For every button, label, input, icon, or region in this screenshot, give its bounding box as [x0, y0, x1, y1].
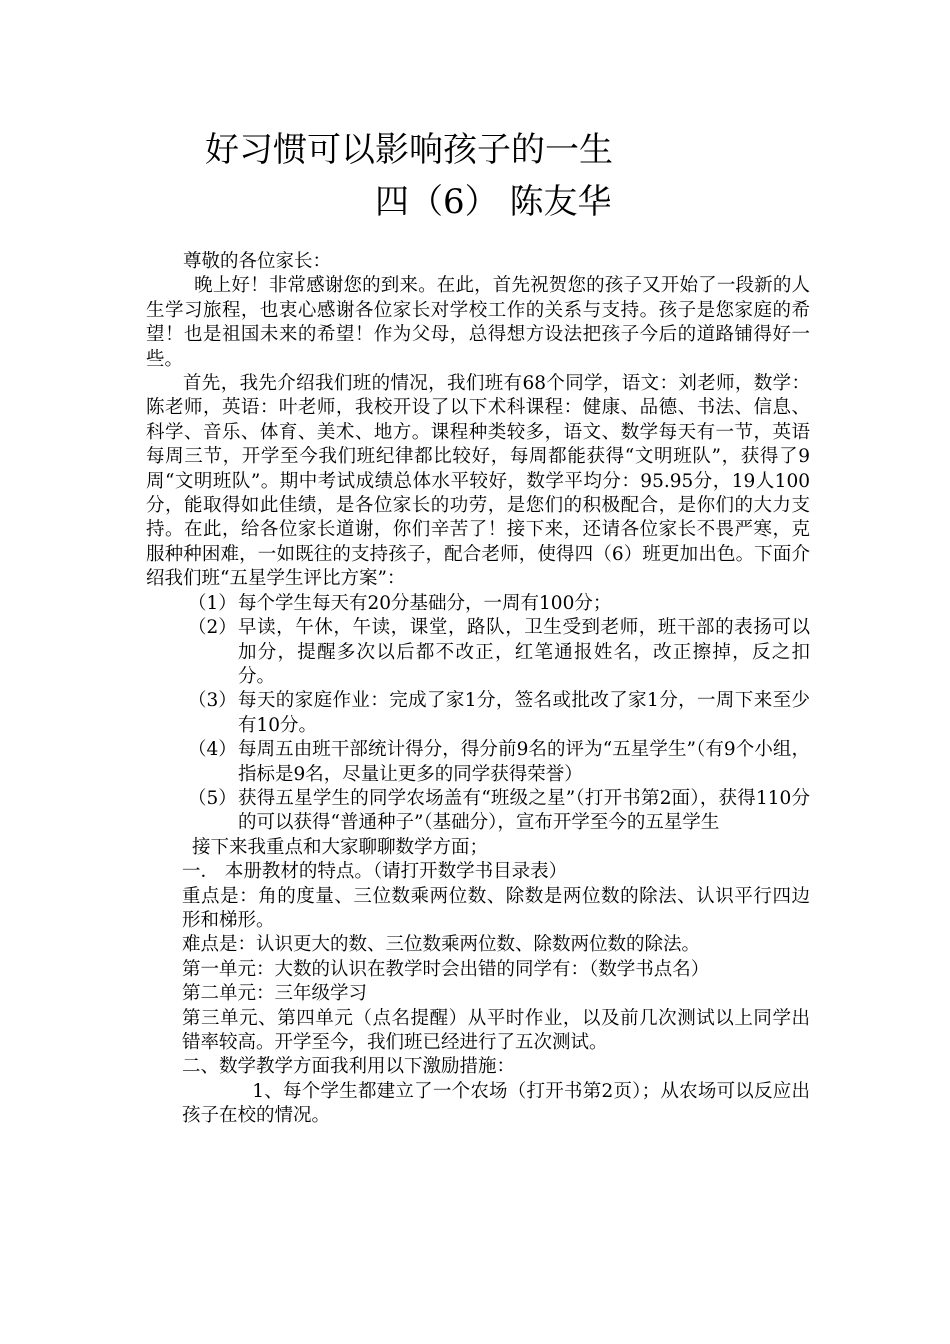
rule-number: （4）: [188, 739, 237, 761]
rule-number: （1）: [188, 592, 237, 614]
salutation: 尊敬的各位家长：: [183, 251, 332, 272]
rule-number: （5）: [188, 787, 237, 809]
section-heading-incentives: 二、数学教学方面我利用以下激励措施：: [182, 1056, 516, 1078]
unit-two-note: 第二单元：三年级学习: [182, 983, 368, 1005]
rule-text: 每天的家庭作业：完成了家1分，签名或批改了家1分，一周下来至少有10分。: [238, 690, 810, 736]
section-heading-textbook: 一． 本册教材的特点。（请打开数学书目录表）: [182, 861, 568, 883]
document-title: 好习惯可以影响孩子的一生: [205, 130, 613, 170]
five-star-rules-list: [146, 592, 810, 836]
math-intro: 接下来我重点和大家聊聊数学方面；: [192, 836, 489, 858]
rule-item: [146, 616, 810, 689]
rule-text: 每周五由班干部统计得分，得分前9名的评为“五星学生”（有9个小组，指标是9名，尽量让更多的同学获得荣誉）: [238, 739, 810, 785]
difficulties: 难点是：认识更大的数、三位数乘两位数、除数两位数的除法。: [182, 934, 701, 956]
document-subtitle: 四（6） 陈友华: [375, 182, 612, 222]
unit-one-note: 第一单元：大数的认识在教学时会出错的同学有：（数学书点名）: [182, 958, 710, 980]
paragraph-class-intro: 首先，我先介绍我们班的情况，我们班有68个同学，语文：刘老师，数学：陈老师，英语：叶老师，我校开设了以下术科课程：健康、品德、书法、信息、科学、音乐、体育、美术、地方。课程种类较多，语文、数学每天有一节，英语每周三节，开学至今我们班纪律都比较好，每周都能获得“文明班队”，获得了9周“文明班队”。期中考试成绩总体水平较好，数学平均分：95.95分，19人100分，能取得如此佳绩，是各位家长的功劳，是您们的积极配合，是你们的大力支持。在此，给各位家长道谢，你们辛苦了！接下来，还请各位家长不畏严寒，克服种种困难，一如既往的支持孩子，配合老师，使得四（6）班更加出色。下面介绍我们班“五星学生评比方案”：: [146, 373, 810, 590]
rule-number: （3）: [188, 690, 237, 712]
rule-text: 早读，午休，午读，课堂，路队，卫生受到老师，班干部的表扬可以加分，提醒多次以后都不改正，红笔通报姓名，改正擦掉，反之扣分。: [238, 617, 810, 687]
rule-item: [146, 787, 810, 836]
rule-item: [146, 738, 810, 787]
rule-number: （2）: [188, 617, 237, 639]
rule-text: 获得五星学生的同学农场盖有“班级之星”（打开书第2面），获得110分的可以获得“普通种子”（基础分），宣布开学至今的五星学生: [238, 787, 810, 834]
key-points: 重点是：角的度量、三位数乘两位数、除数是两位数的除法、认识平行四边形和梯形。: [182, 885, 810, 931]
document-body: [146, 250, 810, 1129]
rule-item: [146, 689, 810, 738]
unit-three-four-note: 第三单元、第四单元（点名提醒）从平时作业，以及前几次测试以上同学出错率较高。开学至今，我们班已经进行了五次测试。: [182, 1007, 810, 1053]
paragraph-greeting: 晚上好！非常感谢您的到来。在此，首先祝贺您的孩子又开始了一段新的人生学习旅程，也衷心感谢各位家长对学校工作的关系与支持。孩子是您家庭的希望！也是祖国未来的希望！作为父母，总得想方设法把孩子今后的道路铺得好一些。: [146, 275, 810, 370]
incentive-measure-item: 1、每个学生都建立了一个农场（打开书第2页）；从农场可以反应出孩子在校的情况。: [182, 1080, 810, 1127]
rule-item: [146, 592, 810, 616]
rule-text: 每个学生每天有20分基础分，一周有100分；: [238, 592, 612, 614]
